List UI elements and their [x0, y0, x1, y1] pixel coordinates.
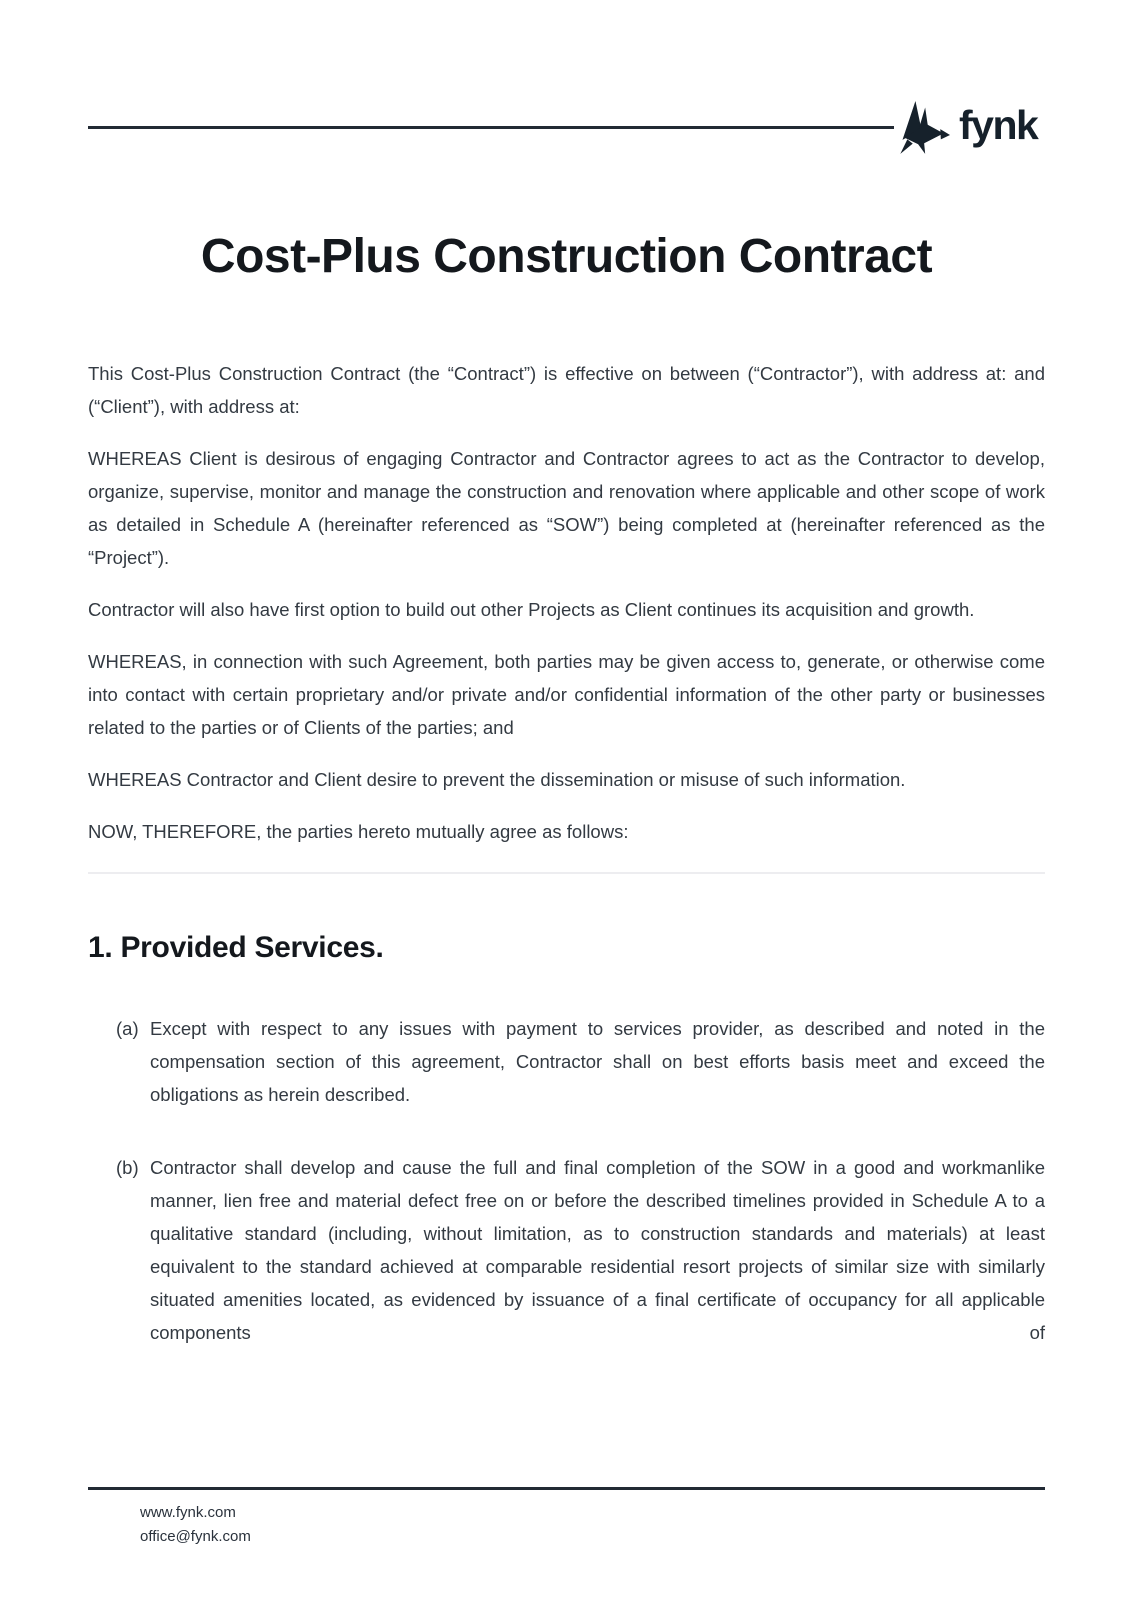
clause-b-marker: (b) [116, 1157, 139, 1179]
clause-a [88, 1012, 1045, 1111]
footer-email: office@fynk.com [140, 1528, 251, 1545]
clause-b-text: Contractor shall develop and cause the full and final completion of the SOW in a good and workmanlike manner, lien free and material defect free on or before the described timelines provided in Schedule A to a qualitative standard (including, without limitation, as to construction standards and materials) at least equivalent to the standard achieved at comparable residential resort projects of similar size with similarly situated amenities located, as evidenced by issuance of a final certificate of occupancy for all applicable components of [150, 1157, 1045, 1344]
paragraph-whereas-access: WHEREAS, in connection with such Agreement, both parties may be given access to, generate, or otherwise come into contact with certain proprietary and/or private and/or confidential information of the other party or businesses related to the parties or of Clients of the parties; and [88, 650, 1045, 738]
clause-list [88, 1012, 1045, 1349]
paragraph-first-option: Contractor will also have first option to build out other Projects as Client continues its acquisition and growth. [88, 598, 975, 620]
clause-a-marker: (a) [116, 1018, 139, 1040]
page-title: Cost-Plus Construction Contract [200, 230, 933, 283]
footer-website: www.fynk.com [140, 1504, 236, 1521]
paragraph-effective: This Cost-Plus Construction Contract (the “Contract”) is effective on between (“Contractor”), with address at: and (“Client”), with address at: [88, 362, 1045, 417]
clause-b [88, 1151, 1045, 1349]
preamble [88, 357, 1045, 848]
paragraph-whereas-dissemination: WHEREAS Contractor and Client desire to prevent the dissemination or misuse of such information. [88, 768, 906, 790]
document-content [88, 0, 1045, 1349]
footer [140, 1501, 251, 1549]
clause-a-text: Except with respect to any issues with payment to services provider, as described and noted in the compensation section of this agreement, Contractor shall on best efforts basis meet and exceed the obligations as herein described. [150, 1018, 1045, 1106]
logo-text: fynk [959, 101, 1038, 148]
paragraph-whereas-engaging: WHEREAS Client is desirous of engaging Contractor and Contractor agrees to act as the Contractor to develop, organize, supervise, monitor and manage the construction and renovation where applicable and other scope of work as detailed in Schedule A (hereinafter referenced as “SOW”) being completed at (hereinafter referenced as the “Project”). [88, 447, 1045, 568]
footer-rule [88, 1487, 1045, 1490]
paragraph-now-therefore: NOW, THEREFORE, the parties hereto mutually agree as follows: [88, 820, 629, 842]
section-heading-provided-services: 1. Provided Services. [88, 930, 384, 964]
section-divider [88, 872, 1045, 874]
